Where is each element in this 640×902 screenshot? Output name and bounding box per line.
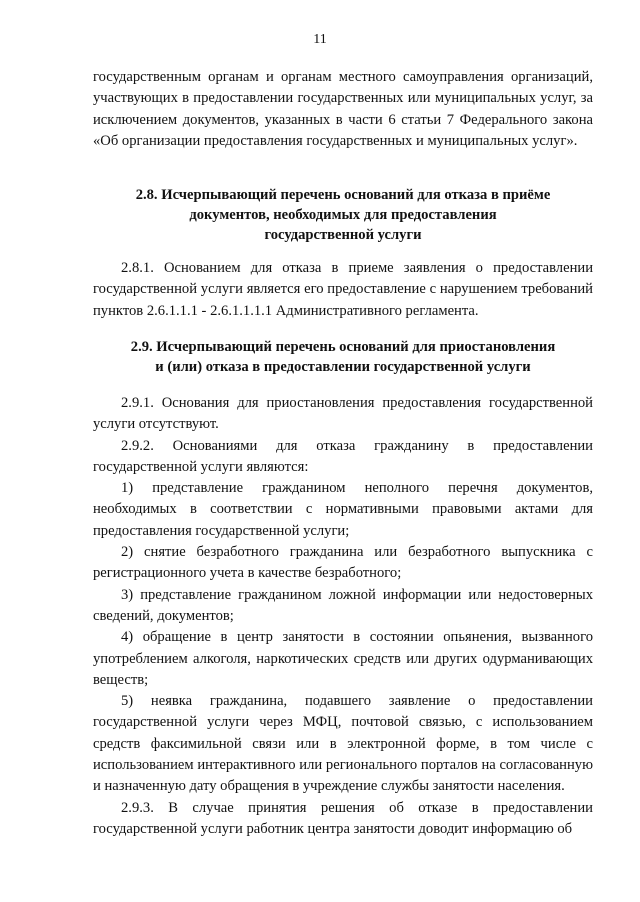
paragraph-2-9-2: 2.9.2. Основаниями для отказа гражданину в предоставлении государственной услуги являются: [93, 437, 593, 475]
paragraph-2-9-1: 2.9.1. Основания для приостановления предоставления государственной услуги отсутствуют. [93, 395, 593, 433]
intro-paragraph: государственным органам и органам местного самоуправления организаций, участвующих в предоставлении государственных или муниципальных услуг, за исключением документов, указанных в части 6 статьи 7 Федерального закона «Об организации предоставления государственных и муниципальных услуг». [93, 69, 593, 149]
heading-line: 2.9. Исчерпывающий перечень оснований для приостановления [130, 339, 556, 355]
heading-line: государственной услуги [264, 227, 422, 243]
section-2-9-heading [93, 337, 593, 377]
list-item: 5) неявка гражданина, подавшего заявление о предоставлении государственной услуги через МФЦ, почтовой связью, с использованием средств факсимильной связи или в электронной форме, в том числе с использованием интерактивного или регионального порталов на согласованную и назначенную дату обращения в учреждение службы занятости населения. [93, 693, 593, 795]
page-number: 11 [313, 32, 327, 47]
heading-line: и (или) отказа в предоставлении государственной услуги [155, 359, 531, 375]
heading-line: 2.8. Исчерпывающий перечень оснований для отказа в приёме [135, 187, 551, 203]
paragraph-2-9-3: 2.9.3. В случае принятия решения об отказе в предоставлении государственной услуги работник центра занятости доводит информацию об [93, 799, 593, 837]
intro-paragraph-block [93, 67, 593, 152]
heading-line: документов, необходимых для предоставления [189, 207, 497, 223]
list-item: 2) снятие безработного гражданина или безработного выпускника с регистрационного учета в качестве безработного; [93, 544, 593, 582]
section-2-8-heading [93, 185, 593, 245]
section-2-9-body [93, 393, 593, 840]
paragraph-2-8-1: 2.8.1. Основанием для отказа в приеме заявления о предоставлении государственной услуги является его предоставление с нарушением требований пунктов 2.6.1.1.1 - 2.6.1.1.1.1 Административного регламента. [93, 260, 593, 319]
list-item: 3) представление гражданином ложной информации или недостоверных сведений, документов; [93, 586, 593, 624]
list-item: 1) представление гражданином неполного перечня документов, необходимых в соответствии с нормативными правовыми актами для предоставления государственной услуги; [93, 480, 593, 539]
list-item: 4) обращение в центр занятости в состоянии опьянения, вызванного употреблением алкоголя, наркотических средств или других одурманивающих веществ; [93, 629, 593, 688]
section-2-8-body [93, 258, 593, 322]
